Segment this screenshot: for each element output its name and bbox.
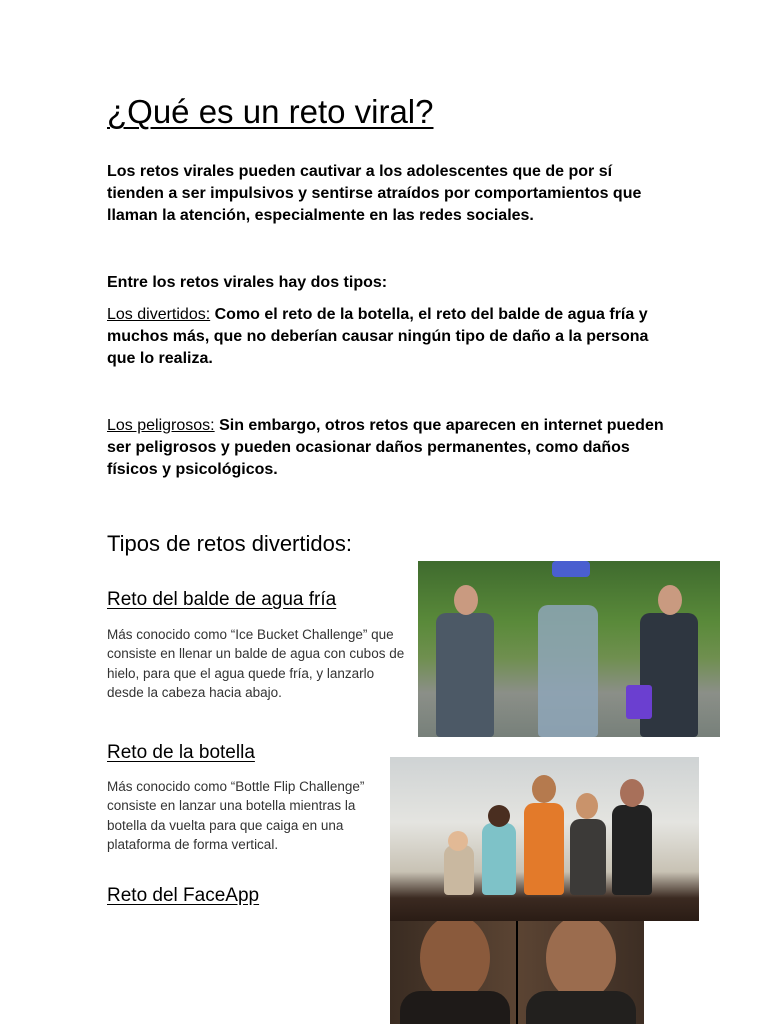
fun-paragraph [107,304,672,370]
types-intro: Entre los retos virales hay dos tipos: [107,274,388,291]
dangerous-label: Los peligrosos: [107,417,215,434]
fun-label: Los divertidos: [107,306,211,323]
bottle-description: Más conocido como “Bottle Flip Challenge” consiste en lanzar una botella mientras la botella da vuelta para que caiga en una plataforma de forma vertical. [107,779,365,853]
dangerous-paragraph [107,415,672,481]
fun-text: Como el reto de la botella, el reto del balde de agua fría y muchos más, que no deberían causar ningún tipo de daño a la persona que lo realiza. [107,306,649,367]
dangerous-text: Sin embargo, otros retos que aparecen en internet pueden ser peligrosos y pueden ocasionar daños permanentes, como daños físicos y psicológicos. [107,417,664,478]
ice-bucket-heading: Reto del balde de agua fría [107,589,337,610]
bottle-heading: Reto de la botella [107,742,255,763]
faceapp-photo [390,921,644,1024]
fun-types-heading: Tipos de retos divertidos: [107,531,352,556]
bottle-flip-photo [390,757,699,921]
faceapp-heading: Reto del FaceApp [107,885,260,906]
ice-bucket-photo [418,561,720,737]
intro-paragraph: Los retos virales pueden cautivar a los adolescentes que de por sí tienden a ser impulsivos y sentirse atraídos por comportamientos que llaman la atención, especialmente en las redes sociales. [107,163,642,224]
page-title: ¿Qué es un reto viral? [107,93,434,130]
ice-bucket-description: Más conocido como “Ice Bucket Challenge” que consiste en llenar un balde de agua con cubos de hielo, para que el agua quede fría, y lanzarlo desde la cabeza hacia abajo. [107,627,405,701]
